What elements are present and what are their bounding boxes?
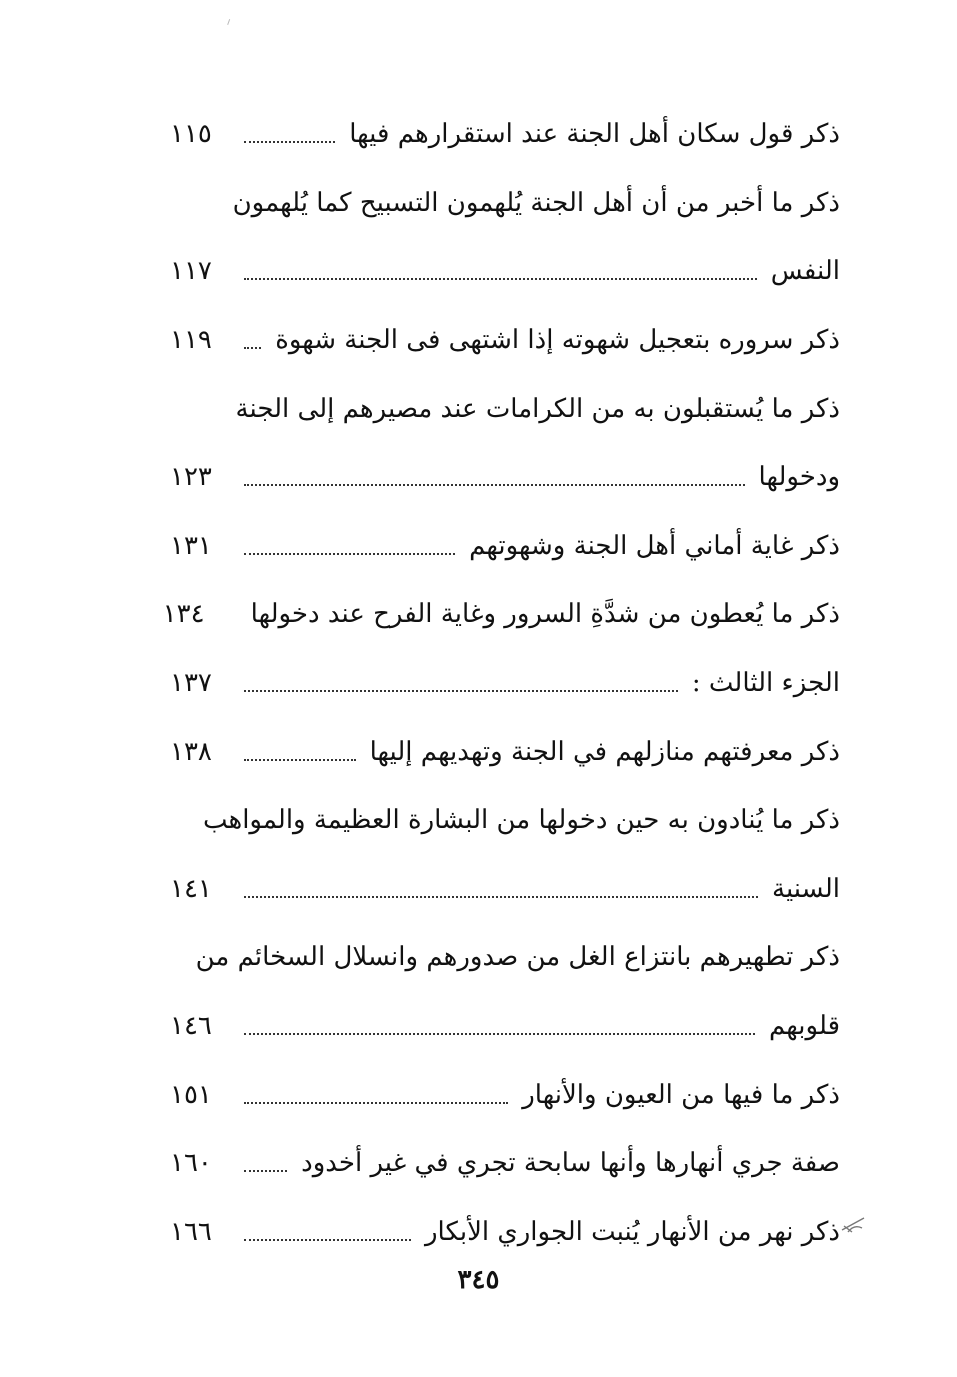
toc-entry-title: قلوبهم (769, 1011, 840, 1042)
toc-entry (170, 923, 840, 992)
toc-entry-title: ذكر معرفتهم منازلهم في الجنة وتهديهم إليها (369, 736, 840, 767)
toc-leader-dots (244, 484, 745, 486)
toc-entry (170, 855, 840, 924)
toc-entry (170, 306, 840, 375)
toc-leader-dots (244, 896, 758, 898)
toc-entry (170, 992, 840, 1061)
toc-entry-page: ١٣٤ (162, 599, 205, 630)
toc-entry (170, 100, 840, 169)
toc-entry-page: ١٣٨ (170, 736, 212, 767)
toc-entry-title: صفة جري أنهارها وأنها سابحة تجري في غير أخدود (301, 1148, 840, 1179)
toc-entry-title: ذكر قول سكان أهل الجنة عند استقرارهم فيها (349, 119, 840, 150)
toc-entry-title: ذكر ما يُعطون من شدَّةِ السرور وغاية الفرح عند دخولها (250, 599, 840, 630)
toc-entry (170, 1198, 840, 1267)
page-number: ٣٤٥ (457, 1265, 500, 1295)
toc-entry (170, 374, 840, 443)
toc-leader-dots (244, 1239, 411, 1241)
toc-entry-page: ١٦٠ (170, 1148, 212, 1179)
toc-entry-page: ١١٥ (170, 119, 212, 150)
toc-entry-page: ١٦٦ (170, 1216, 212, 1247)
toc-entry-page: ١٣١ (170, 530, 212, 561)
toc-entry-page: ١٤٦ (170, 1011, 212, 1042)
toc-entry (170, 1129, 840, 1198)
toc-entry (170, 237, 840, 306)
toc-entry (170, 169, 840, 238)
toc-entry-title: ذكر ما فيها من العيون والأنهار (522, 1079, 840, 1110)
toc-leader-dots (244, 690, 678, 692)
toc-entry-title: ذكر ما يُستقبلون به من الكرامات عند مصيرهم إلى الجنة (235, 393, 840, 424)
toc-leader-dots (244, 347, 261, 349)
toc-entry-title: النفس (770, 256, 840, 287)
toc-leader-dots (244, 759, 356, 761)
toc-entry-page: ١١٧ (170, 256, 212, 287)
toc-entry (162, 580, 840, 649)
scan-mark (227, 19, 236, 27)
toc-leader-dots (244, 278, 757, 280)
toc-leader-dots (244, 1170, 287, 1172)
toc-entry-title: ذكر ما أخبر من أن أهل الجنة يُلهمون التسبيح كما يُلهمون (232, 187, 840, 218)
toc-entry-title: ودخولها (758, 462, 840, 493)
toc-entry-page: ١٣٧ (170, 668, 212, 699)
toc-entry-title: ذكر سروره بتعجيل شهوته إذا اشتهى فى الجنة شهوة (275, 325, 840, 356)
toc-entry (170, 443, 840, 512)
toc-entry-title: الجزء الثالث : (691, 668, 840, 699)
toc-entry (170, 1060, 840, 1129)
toc-entry-title: السنية (772, 873, 840, 904)
toc-entry-title: ذكر ما يُنادون به حين دخولها من البشارة العظيمة والمواهب (202, 805, 840, 836)
table-of-contents (162, 100, 840, 1266)
toc-leader-dots (244, 1033, 755, 1035)
toc-leader-dots (244, 1102, 508, 1104)
toc-entry-page: ١٢٣ (170, 462, 212, 493)
toc-entry-page: ١١٩ (170, 325, 212, 356)
toc-leader-dots (244, 141, 335, 143)
pen-mark-icon (838, 1212, 872, 1236)
toc-entry-page: ١٥١ (170, 1079, 212, 1110)
toc-entry-title: ذكر تطهيرهم بانتزاع الغل من صدورهم وانسلال السخائم من (195, 942, 840, 973)
toc-entry (170, 512, 840, 581)
toc-entry (170, 649, 840, 718)
toc-entry-title: ذكر نهر من الأنهار يُنبت الجواري الأبكار (425, 1216, 840, 1247)
toc-entry (170, 717, 840, 786)
toc-leader-dots (244, 553, 455, 555)
toc-entry-page: ١٤١ (170, 873, 212, 904)
toc-entry (170, 786, 840, 855)
toc-entry-title: ذكر غاية أماني أهل الجنة وشهوتهم (469, 530, 840, 561)
